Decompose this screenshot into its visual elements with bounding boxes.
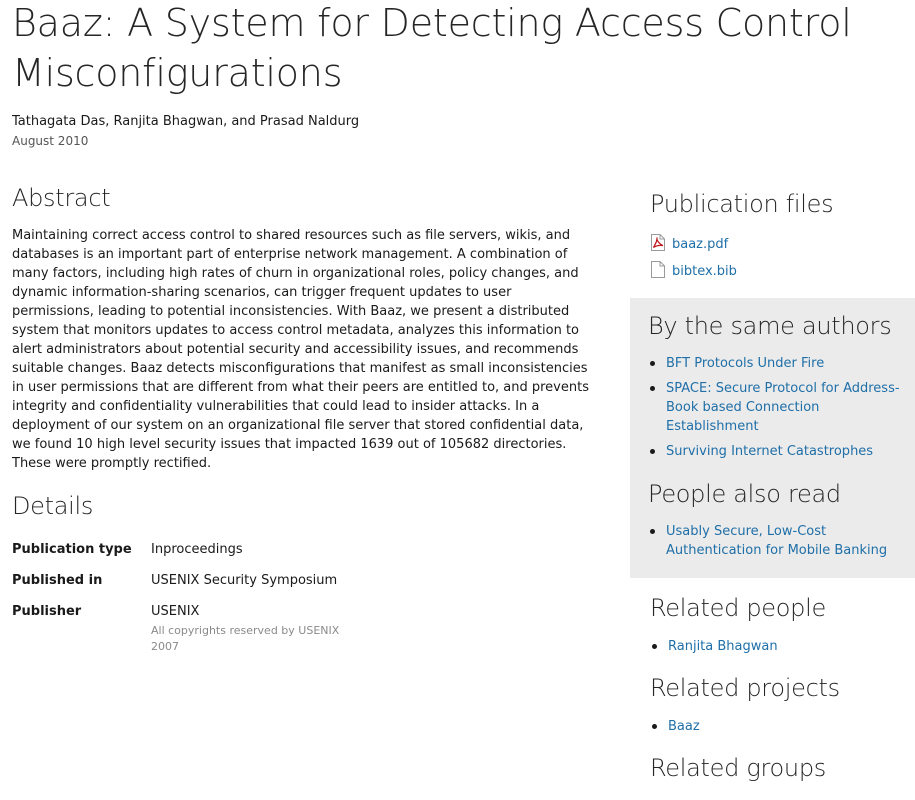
list-item (648, 442, 910, 461)
related-people-list (650, 637, 900, 662)
also-read-heading: People also read (648, 480, 841, 508)
details-label: Published in (12, 573, 103, 588)
abstract-text: Maintaining correct access control to shared resources such as file servers, wikis, and databases is an important part of enterprise network management. A combination of many factors, including high rates of churn in organizational roles, policy changes, and dynamic information-sharing scenarios, can trigger frequent updates to user permissions, leading to potential inconsistencies. With Baaz, we present a distributed system that monitors updates to access control metadata, analyzes this information to alert administrators about potential security and accessibility issues, and recommends suitable changes. Baaz detects misconfigurations that manifest as small inconsistencies in user permissions that are different from what their peers are entitled to, and prevents integrity and confidentiality vulnerabilities that could lead to insider attacks. In a deployment of our system on an organizational file server that stored confidential data, we found 10 high level security issues that impacted 1639 out of 105682 directories. These were promptly rectified. (12, 228, 589, 471)
same-authors-list (648, 354, 910, 467)
same-authors-link[interactable]: BFT Protocols Under Fire (666, 356, 825, 371)
same-authors-link[interactable]: Surviving Internet Catastrophes (666, 444, 874, 459)
list-item (650, 637, 900, 656)
list-item (648, 354, 910, 373)
details-value: USENIX (151, 604, 200, 619)
document-file-icon (650, 261, 666, 282)
also-read-list (648, 522, 910, 566)
copyright-note: All copyrights reserved by USENIX 2007 (151, 624, 340, 653)
file-link-pdf[interactable]: baaz.pdf (672, 237, 729, 252)
details-heading: Details (12, 492, 94, 520)
same-authors-heading: By the same authors (648, 312, 892, 340)
related-projects-list (650, 717, 900, 742)
also-read-link[interactable]: Usably Secure, Low-Cost Authentication for Mobile Banking (666, 524, 888, 558)
same-authors-link[interactable]: SPACE: Secure Protocol for Address-Book based Connection Establishment (666, 381, 900, 434)
related-people-heading: Related people (650, 594, 826, 622)
pdf-file-icon (650, 234, 666, 255)
details-label: Publisher (12, 604, 82, 619)
details-label: Publication type (12, 542, 132, 557)
related-projects-heading: Related projects (650, 674, 840, 702)
file-item-bib (650, 261, 737, 282)
details-table (12, 540, 372, 653)
file-link-bib[interactable]: bibtex.bib (672, 264, 737, 279)
related-groups-heading: Related groups (650, 754, 826, 782)
related-publications-panel (630, 298, 915, 578)
file-item-pdf (650, 234, 728, 255)
related-person-link[interactable]: Ranjita Bhagwan (668, 639, 778, 654)
list-item (650, 717, 900, 736)
details-value: Inproceedings (151, 542, 243, 557)
authors-line: Tathagata Das, Ranjita Bhagwan, and Prasad Naldurg (12, 114, 360, 129)
details-value: USENIX Security Symposium (151, 573, 338, 588)
abstract-heading: Abstract (12, 184, 111, 212)
publication-files-heading: Publication files (650, 190, 834, 218)
details-row-published-in (12, 571, 372, 602)
list-item (648, 379, 910, 436)
related-project-link[interactable]: Baaz (668, 719, 700, 734)
list-item (648, 522, 910, 560)
details-row-type (12, 540, 372, 571)
publication-date: August 2010 (12, 134, 89, 148)
page-title: Baaz: A System for Detecting Access Control Misconfigurations (12, 1, 852, 95)
